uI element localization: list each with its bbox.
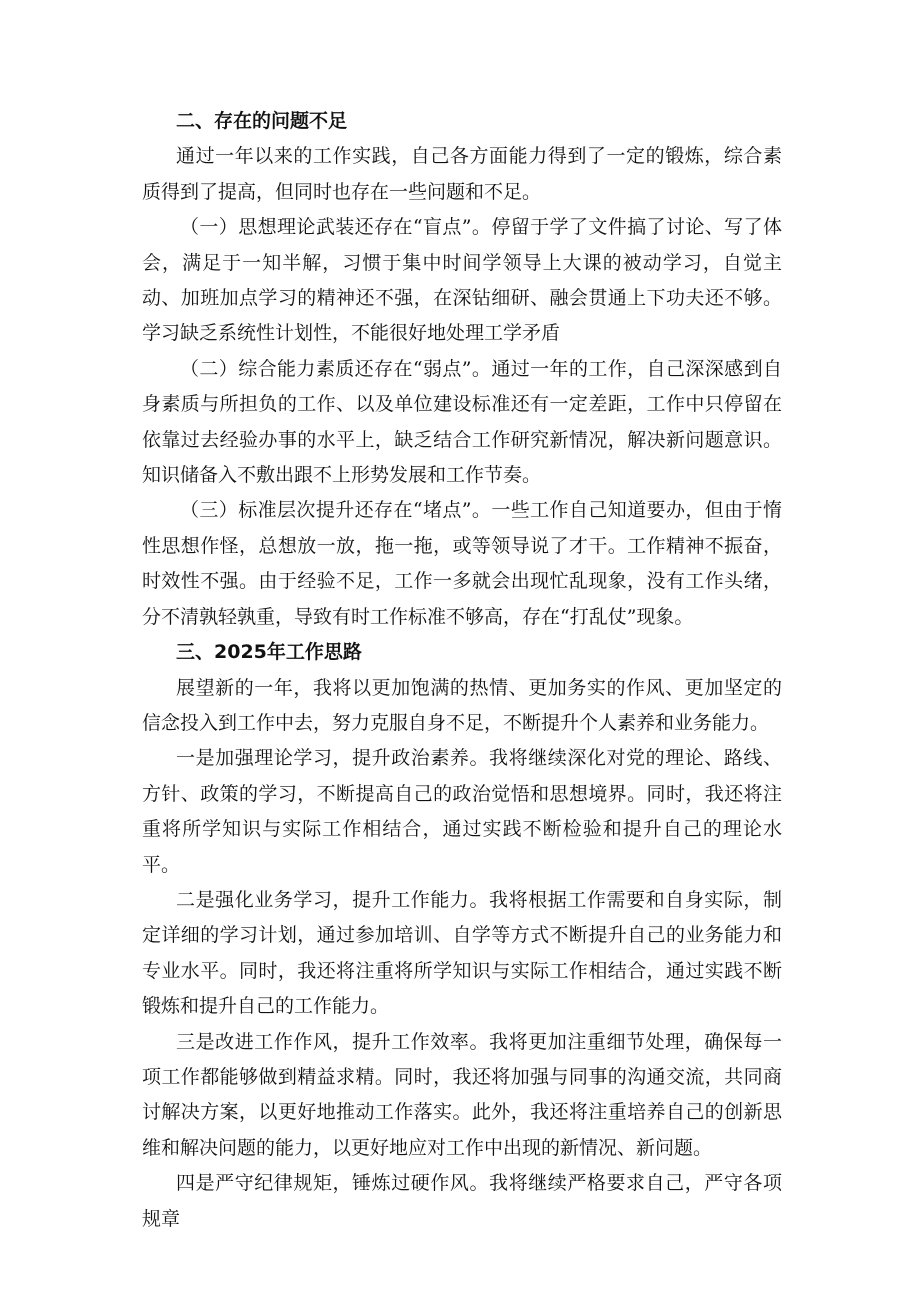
paragraph-item-2: （二）综合能力素质还存在“弱点”。通过一年的工作，自己深深感到自身素质与所担负的工作、以及单位建设标准还有一定差距，工作中只停留在依靠过去经验办事的水平上，缺乏结合工作研究新情况，解决新问题意识。知识储备入不敷出跟不上形势发展和工作节奏。 — [142, 357, 782, 487]
paragraph-outlook: 展望新的一年，我将以更加饱满的热情、更加务实的作风、更加坚定的信念投入到工作中去，努力克服自身不足，不断提升个人素养和业务能力。 — [142, 676, 782, 734]
paragraph-intro: 通过一年以来的工作实践，自己各方面能力得到了一定的锻炼，综合素质得到了提高，但同时也存在一些问题和不足。 — [142, 145, 782, 203]
section-heading-problems: 二、存在的问题不足 — [176, 110, 348, 132]
paragraph-item-1: （一）思想理论武装还存在“盲点”。停留于学了文件搞了讨论、写了体会，满足于一知半解，习惯于集中时间学领导上大课的被动学习，自觉主动、加班加点学习的精神还不强，在深钻细研、融会贯通上下功夫还不够。学习缺乏系统性计划性，不能很好地处理工学矛盾 — [142, 216, 782, 345]
paragraph-point-3: 三是改进工作作风，提升工作效率。我将更加注重细节处理，确保每一项工作都能够做到精益求精。同时，我还将加强与同事的沟通交流，共同商讨解决方案，以更好地推动工作落实。此外，我还将注重培养自己的创新思维和解决问题的能力，以更好地应对工作中出现的新情况、新问题。 — [142, 1030, 782, 1159]
paragraph-item-3: （三）标准层次提升还存在“堵点”。一些工作自己知道要办，但由于惰性思想作怪，总想放一放，拖一拖，或等领导说了才干。工作精神不振奋，时效性不强。由于经验不足，工作一多就会出现忙乱现象，没有工作头绪，分不清孰轻孰重，导致有时工作标准不够高，存在“打乱仗”现象。 — [142, 499, 782, 628]
document-body — [142, 104, 782, 1237]
paragraph-point-1: 一是加强理论学习，提升政治素养。我将继续深化对党的理论、路线、方针、政策的学习，不断提高自己的政治觉悟和思想境界。同时，我还将注重将所学知识与实际工作相结合，通过实践不断检验和提升自己的理论水平。 — [142, 747, 782, 876]
section-heading-plan: 三、2025年工作思路 — [176, 641, 362, 664]
paragraph-point-4: 四是严守纪律规矩，锤炼过硬作风。我将继续严格要求自己，严守各项规章 — [142, 1172, 782, 1230]
paragraph-point-2: 二是强化业务学习，提升工作能力。我将根据工作需要和自身实际，制定详细的学习计划，通过参加培训、自学等方式不断提升自己的业务能力和专业水平。同时，我还将注重将所学知识与实际工作相结合，通过实践不断锻炼和提升自己的工作能力。 — [142, 888, 782, 1018]
